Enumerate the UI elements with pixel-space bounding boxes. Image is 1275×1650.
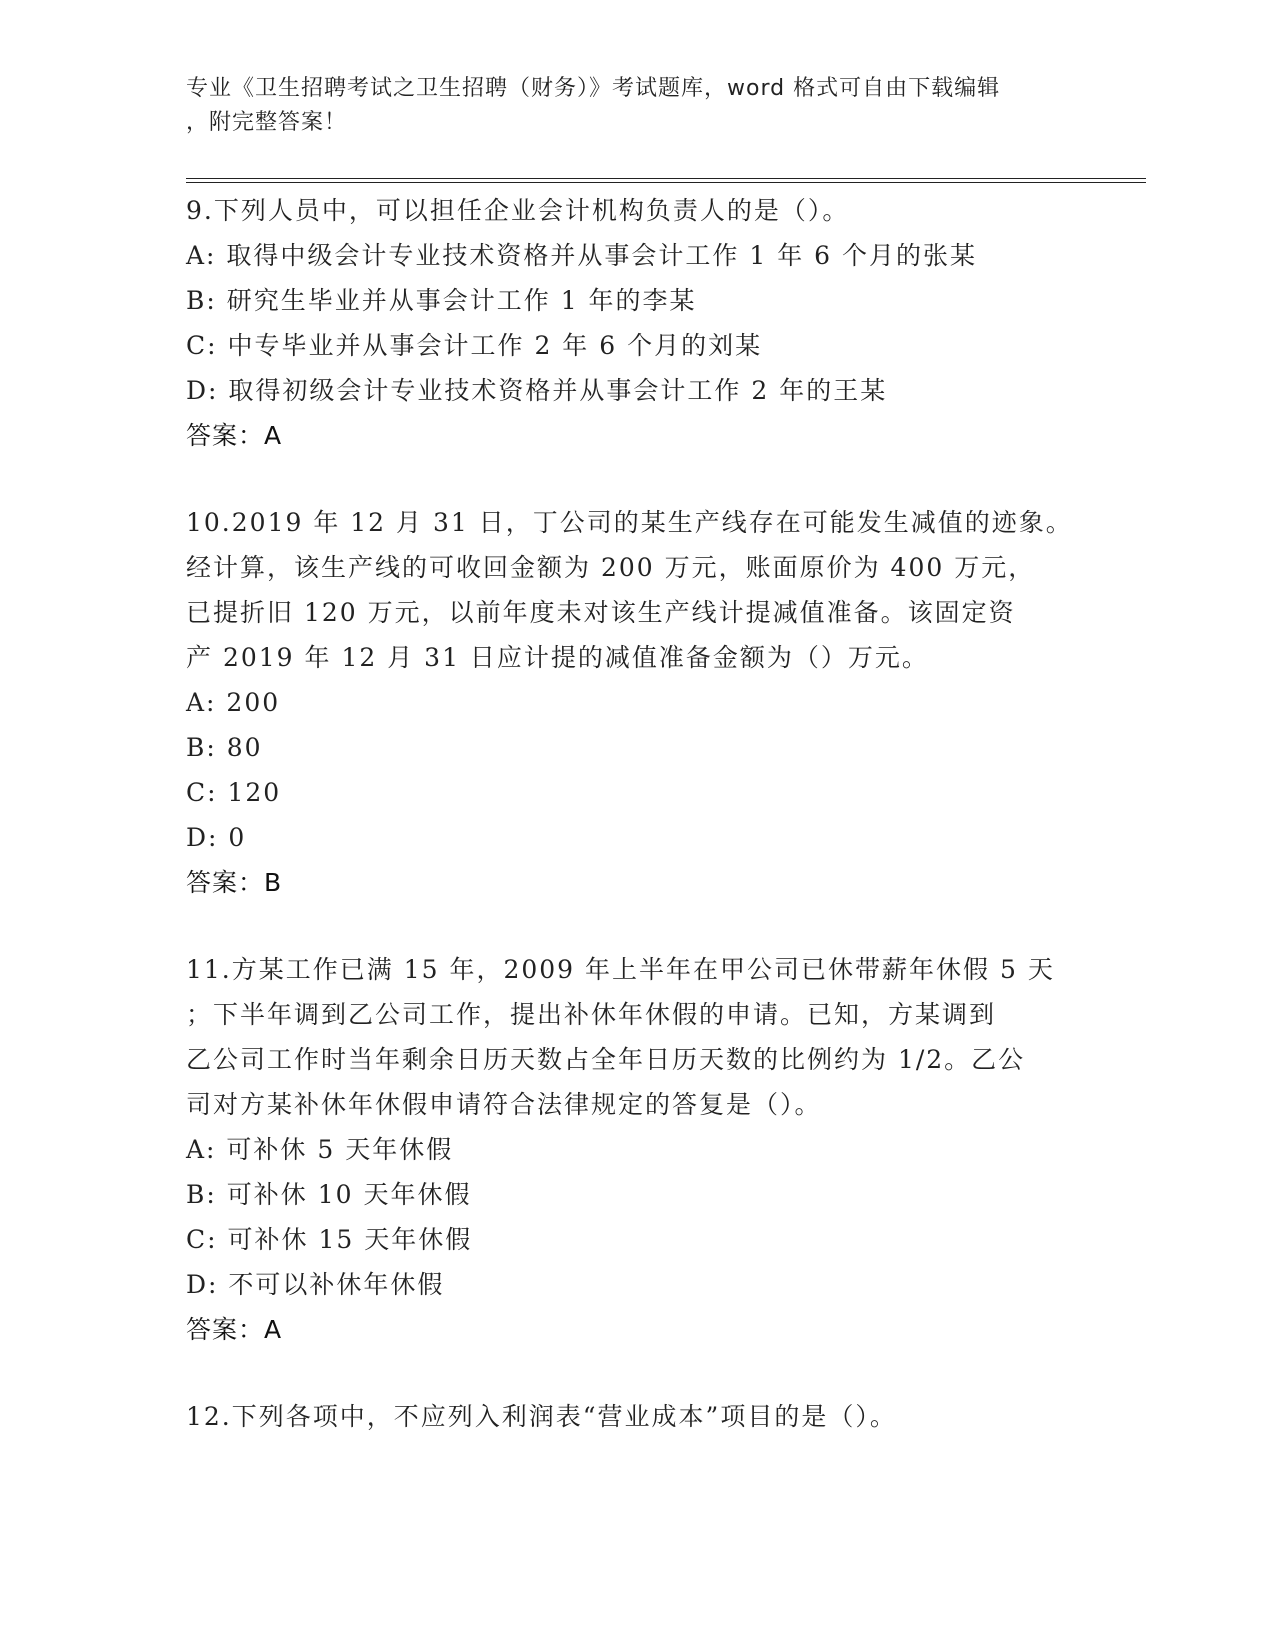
question-line: 司对方某补休年休假申请符合法律规定的答复是（）。 — [186, 1090, 822, 1119]
option-c: C: 中专毕业并从事会计工作 2 年 6 个月的刘某 — [186, 331, 763, 360]
question-11 — [186, 947, 1086, 1353]
answer-label: 答案：A — [186, 1315, 283, 1344]
option-c: C: 可补休 15 天年休假 — [186, 1225, 473, 1254]
option-b: B: 研究生毕业并从事会计工作 1 年的李某 — [186, 286, 697, 315]
option-b: B: 80 — [186, 733, 263, 762]
question-text — [186, 1394, 1086, 1439]
answer-label: 答案：B — [186, 868, 283, 897]
question-line: 12.下列各项中，不应列入利润表“营业成本”项目的是（）。 — [186, 1402, 897, 1431]
question-9 — [186, 188, 1086, 459]
header-line-1: 专业《卫生招聘考试之卫生招聘（财务）》考试题库，word 格式可自由下载编辑 — [186, 76, 1001, 101]
question-line: 经计算，该生产线的可收回金额为 200 万元，账面原价为 400 万元， — [186, 553, 1036, 582]
header-divider-bottom — [186, 182, 1146, 183]
option-a: A: 可补休 5 天年休假 — [186, 1135, 454, 1164]
header-divider-top — [186, 178, 1146, 179]
question-line: 11.方某工作已满 15 年，2009 年上半年在甲公司已休带薪年休假 5 天 — [186, 955, 1055, 984]
header-line-2: ，附完整答案！ — [186, 110, 348, 135]
question-line: ；下半年调到乙公司工作，提出补休年休假的申请。已知，方某调到 — [186, 1000, 997, 1029]
question-text — [186, 500, 1086, 680]
answer-label: 答案：A — [186, 421, 283, 450]
question-10 — [186, 500, 1086, 906]
spacer — [186, 459, 1086, 500]
question-line: 乙公司工作时当年剩余日历天数占全年日历天数的比例约为 1/2。乙公 — [186, 1045, 1026, 1074]
question-list — [186, 188, 1086, 1439]
option-a: A: 200 — [186, 688, 281, 717]
question-line: 9.下列人员中，可以担任企业会计机构负责人的是（）。 — [186, 196, 850, 225]
option-c: C: 120 — [186, 778, 282, 807]
question-line: 10.2019 年 12 月 31 日，丁公司的某生产线存在可能发生减值的迹象。 — [186, 508, 1073, 537]
spacer — [186, 906, 1086, 947]
option-d: D: 取得初级会计专业技术资格并从事会计工作 2 年的王某 — [186, 376, 888, 405]
spacer — [186, 1353, 1086, 1394]
question-line: 已提折旧 120 万元，以前年度未对该生产线计提减值准备。该固定资 — [186, 598, 1016, 627]
document-header — [186, 72, 1086, 140]
question-line: 产 2019 年 12 月 31 日应计提的减值准备金额为（）万元。 — [186, 643, 929, 672]
option-d: D: 0 — [186, 823, 247, 852]
question-text — [186, 947, 1086, 1127]
option-b: B: 可补休 10 天年休假 — [186, 1180, 472, 1209]
option-d: D: 不可以补休年休假 — [186, 1270, 445, 1299]
option-a: A: 取得中级会计专业技术资格并从事会计工作 1 年 6 个月的张某 — [186, 241, 978, 270]
question-text — [186, 188, 1086, 233]
question-12 — [186, 1394, 1086, 1439]
